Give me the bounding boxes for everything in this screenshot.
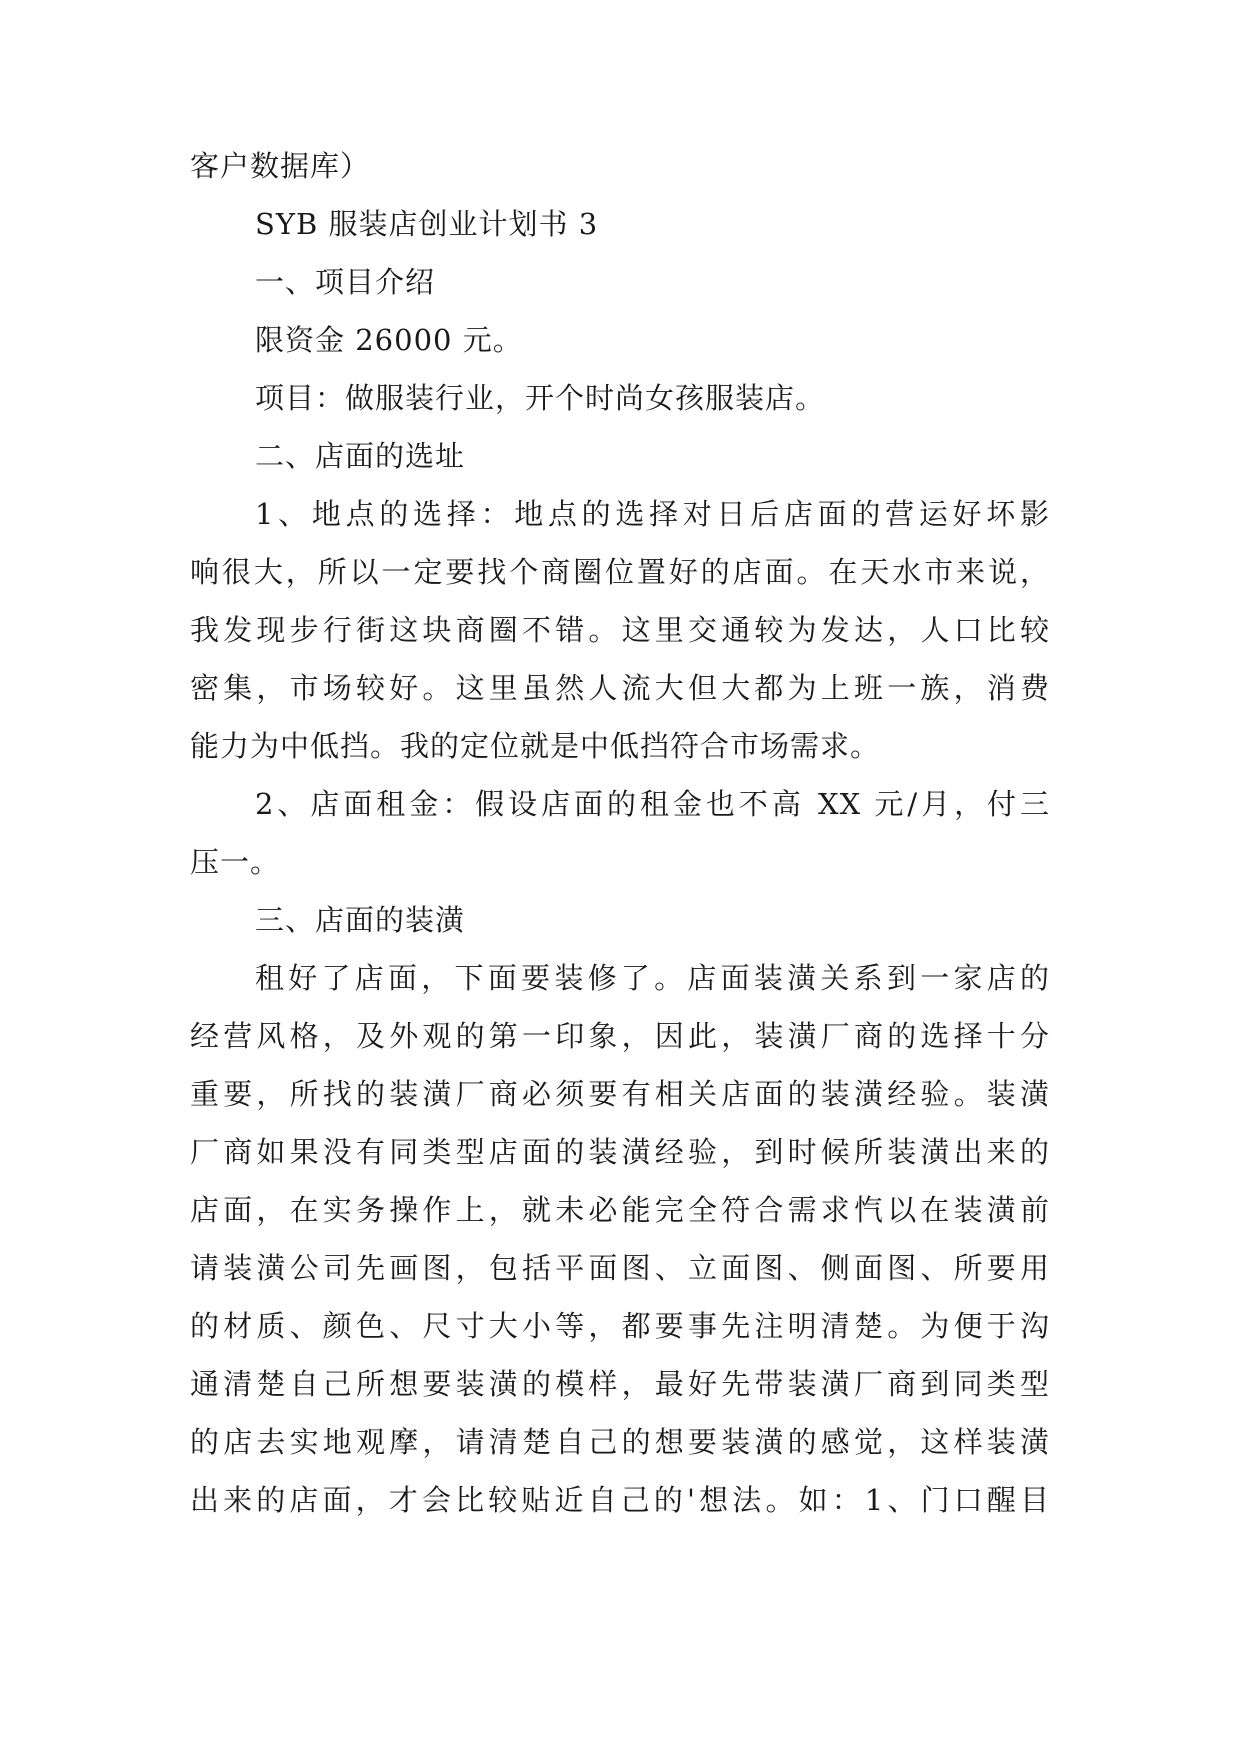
heading-store-location: 二、店面的选址 — [255, 439, 466, 473]
paragraph-line: 的材质、颜色、尺寸大小等，都要事先注明清楚。为便于沟 — [190, 1309, 1050, 1343]
section-title: SYB 服装店创业计划书 3 — [255, 207, 599, 241]
paragraph-line: 通清楚自己所想要装潢的模样，最好先带装潢厂商到同类型 — [190, 1367, 1050, 1401]
paragraph-line: 1、地点的选择：地点的选择对日后店面的营运好坏影 — [255, 497, 1050, 531]
paragraph-line: 店面，在实务操作上，就未必能完全符合需求忾以在装潢前 — [190, 1193, 1050, 1227]
paragraph-line: 响很大，所以一定要找个商圈位置好的店面。在天水市来说， — [190, 555, 1050, 589]
paragraph-line: 的店去实地观摩，请清楚自己的想要装潢的感觉，这样装潢 — [190, 1425, 1050, 1459]
heading-store-decoration: 三、店面的装潢 — [255, 903, 466, 937]
paragraph-line: 出来的店面，才会比较贴近自己的'想法。如：1、门口醒目 — [190, 1483, 1050, 1517]
paragraph-line: 请装潢公司先画图，包括平面图、立面图、侧面图、所要用 — [190, 1251, 1050, 1285]
paragraph-line: 租好了店面，下面要装修了。店面装潢关系到一家店的 — [255, 961, 1050, 995]
paragraph-line: 项目：做服装行业，开个时尚女孩服装店。 — [255, 381, 826, 415]
paragraph-line: 重要，所找的装潢厂商必须要有相关店面的装潢经验。装潢 — [190, 1077, 1050, 1111]
paragraph-line: 限资金 26000 元。 — [255, 323, 523, 357]
paragraph-line: 能力为中低挡。我的定位就是中低挡符合市场需求。 — [190, 729, 881, 763]
paragraph-line: 压一。 — [190, 845, 281, 879]
heading-project-intro: 一、项目介绍 — [255, 265, 436, 299]
paragraph-line: 我发现步行街这块商圈不错。这里交通较为发达，人口比较 — [190, 613, 1050, 647]
paragraph-line: 经营风格，及外观的第一印象，因此，装潢厂商的选择十分 — [190, 1019, 1050, 1053]
paragraph-line: 客户数据库） — [190, 149, 371, 183]
paragraph-line: 密集，市场较好。这里虽然人流大但大都为上班一族，消费 — [190, 671, 1050, 705]
paragraph-line: 2、店面租金：假设店面的租金也不高 XX 元/月，付三 — [255, 787, 1050, 821]
paragraph-line: 厂商如果没有同类型店面的装潢经验，到时候所装潢出来的 — [190, 1135, 1050, 1169]
